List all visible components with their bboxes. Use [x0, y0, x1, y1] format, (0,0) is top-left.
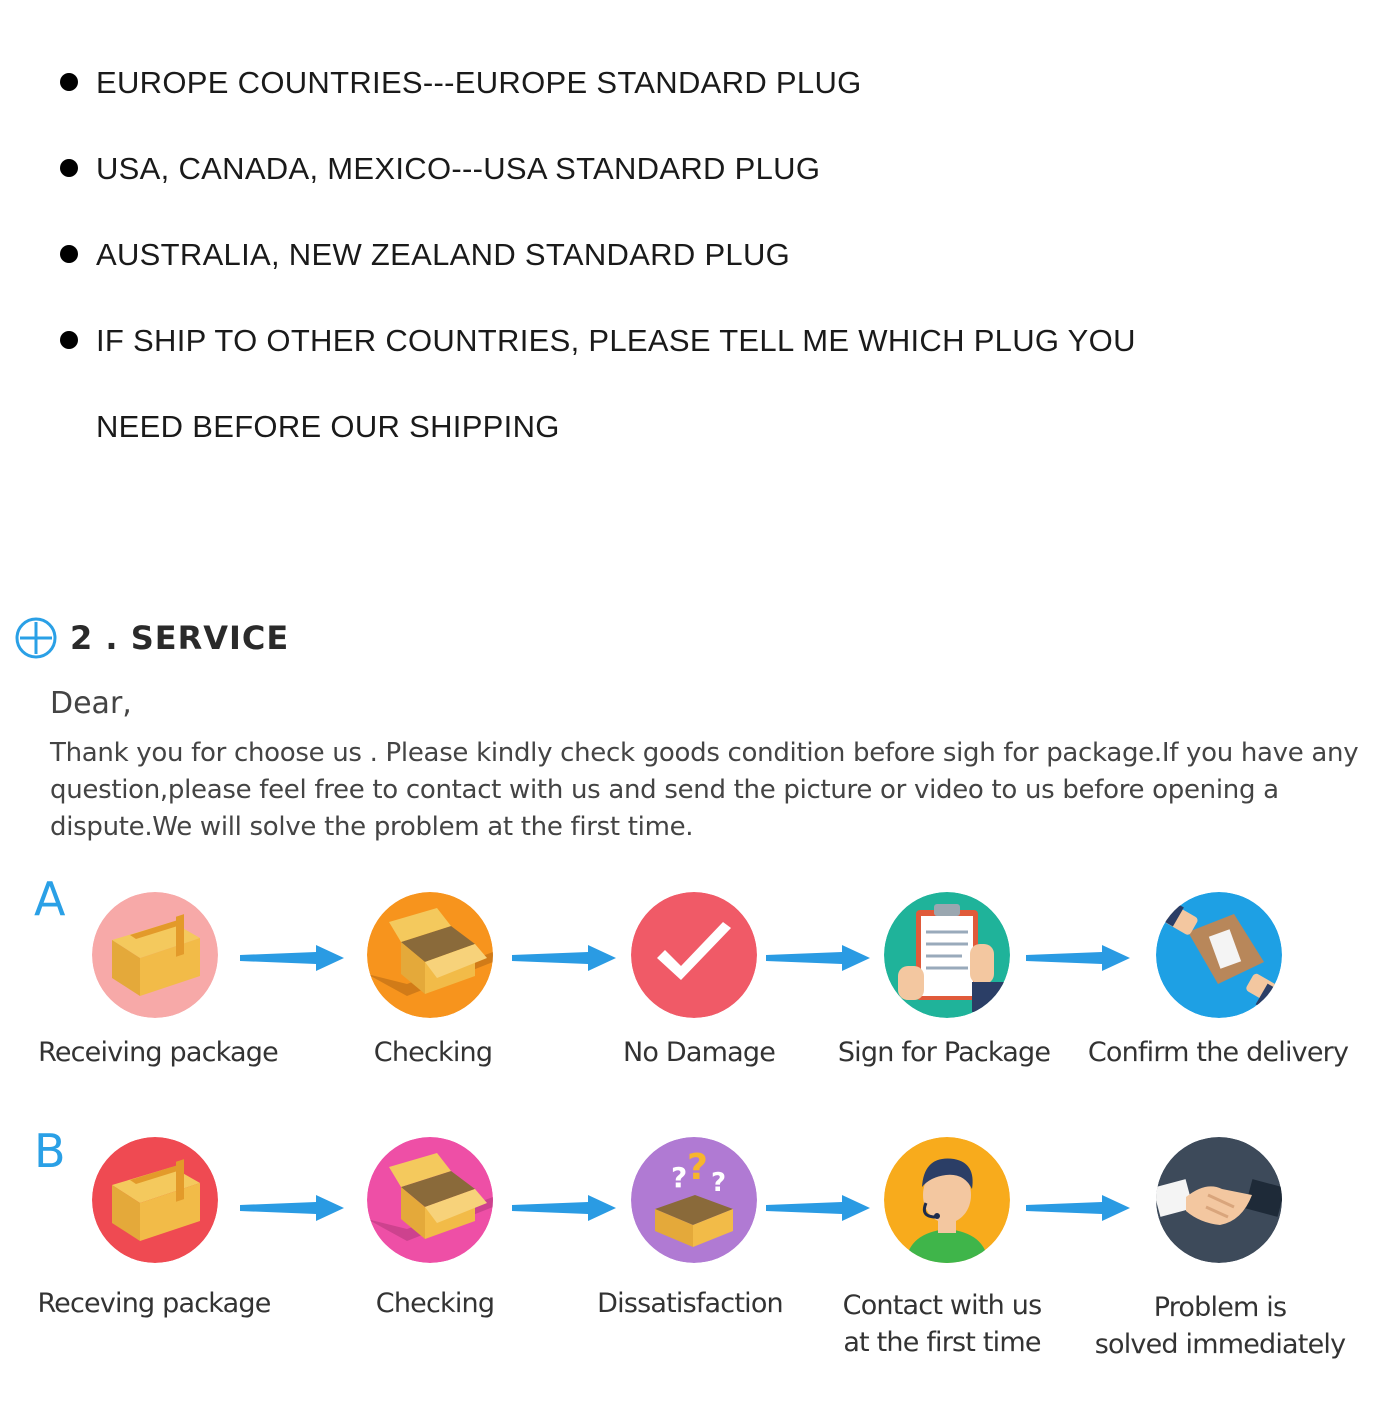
- service-header: [14, 616, 289, 660]
- step-a-sign-label: Sign for Package: [837, 1037, 1051, 1068]
- arrow-right-icon: [238, 943, 346, 973]
- row-a-letter: A: [34, 872, 66, 926]
- bullet-other-continuation: NEED BEFORE OUR SHIPPING: [96, 409, 560, 444]
- open-box-icon: [367, 1137, 493, 1263]
- service-title: 2 . SERVICE: [70, 619, 290, 657]
- svg-text:?: ?: [671, 1161, 688, 1194]
- arrow-right-icon: [238, 1193, 346, 1223]
- clipboard-sign-icon: [884, 892, 1010, 1018]
- bullet-dot: [60, 159, 78, 177]
- plug-bullet-list: [60, 40, 1360, 470]
- plus-circle-icon: [14, 616, 58, 660]
- step-b-dissatisfaction-label: Dissatisfaction: [597, 1288, 783, 1319]
- check-icon: [631, 892, 757, 1018]
- arrow-right-icon: [510, 1193, 618, 1223]
- arrow-right-icon: [1024, 943, 1132, 973]
- step-b-contact-label: Contact with us at the first time: [842, 1290, 1042, 1358]
- arrow-right-icon: [764, 1193, 872, 1223]
- step-a-checking-label: Checking: [373, 1037, 493, 1068]
- row-b-letter: B: [34, 1124, 66, 1178]
- step-b-checking-label: Checking: [375, 1288, 495, 1319]
- arrow-right-icon: [764, 943, 872, 973]
- open-box-icon: [367, 892, 493, 1018]
- greeting: Dear,: [50, 686, 132, 721]
- svg-text:?: ?: [687, 1147, 708, 1188]
- support-agent-icon: [884, 1137, 1010, 1263]
- box-icon: [92, 1137, 218, 1263]
- step-b-solved-label: Problem is solved immediately: [1094, 1292, 1346, 1360]
- bullet-australia: AUSTRALIA, NEW ZEALAND STANDARD PLUG: [60, 212, 1360, 298]
- step-a-no-damage-label: No Damage: [622, 1037, 776, 1068]
- bullet-dot: [60, 73, 78, 91]
- bullet-other: IF SHIP TO OTHER COUNTRIES, PLEASE TELL ME WHICH PLUG YOU NEED BEFORE OUR SHIPPING: [60, 298, 1360, 470]
- bullet-usa: USA, CANADA, MEXICO---USA STANDARD PLUG: [60, 126, 1360, 212]
- arrow-right-icon: [510, 943, 618, 973]
- service-message: Thank you for choose us . Please kindly check goods condition before sigh for package.If you have any question,please feel free to contact with us and send the picture or video to us before opening a dispute.We will solve the problem at the first time.: [50, 738, 1359, 842]
- step-b-receiving-label: Receving package: [37, 1288, 271, 1319]
- svg-text:?: ?: [711, 1168, 727, 1198]
- box-icon: [92, 892, 218, 1018]
- handshake-icon: [1156, 1137, 1282, 1263]
- bullet-dot: [60, 331, 78, 349]
- question-box-icon: [631, 1137, 757, 1263]
- step-a-receiving-label: Receiving package: [38, 1037, 278, 1068]
- arrow-right-icon: [1024, 1193, 1132, 1223]
- handover-package-icon: [1156, 892, 1282, 1018]
- bullet-europe: EUROPE COUNTRIES---EUROPE STANDARD PLUG: [60, 40, 1360, 126]
- bullet-dot: [60, 245, 78, 263]
- step-a-confirm-label: Confirm the delivery: [1087, 1037, 1349, 1068]
